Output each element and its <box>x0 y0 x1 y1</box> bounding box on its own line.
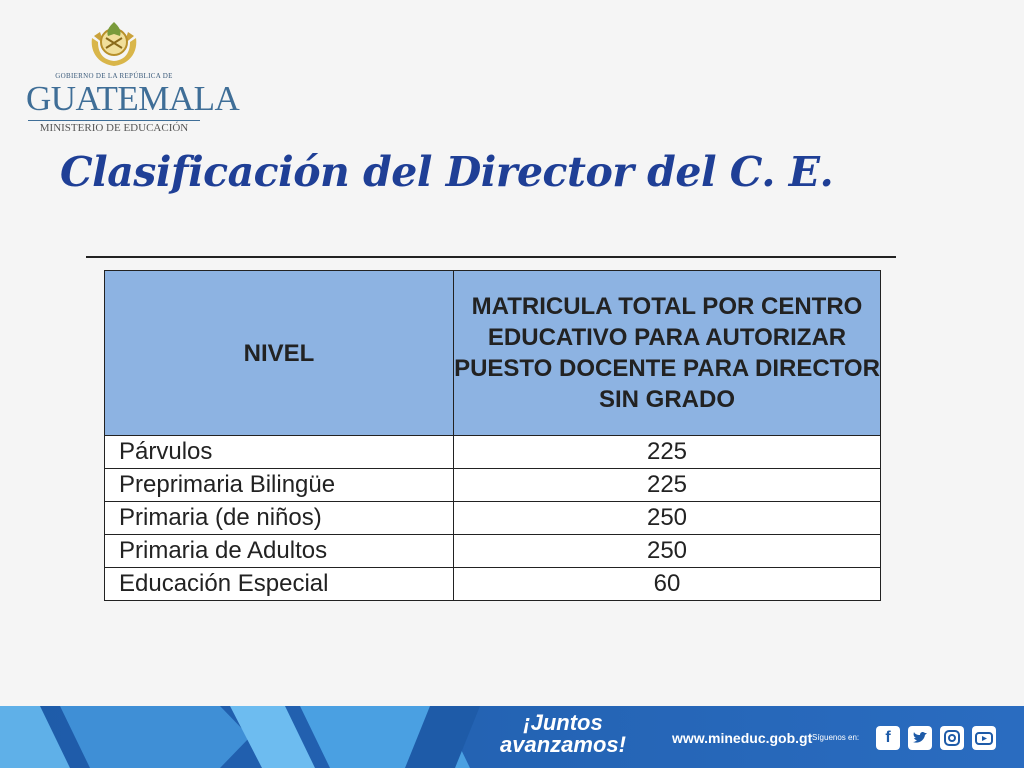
website-link[interactable]: www.mineduc.gob.gt <box>672 730 813 746</box>
facebook-icon[interactable]: f <box>876 726 900 750</box>
nivel-cell: Preprimaria Bilingüe <box>105 469 454 502</box>
instagram-icon[interactable] <box>940 726 964 750</box>
matricula-cell: 225 <box>454 436 881 469</box>
slogan-line2: avanzamos! <box>500 732 626 757</box>
logo-main-text: GUATEMALA <box>26 79 240 118</box>
footer-banner <box>0 706 1024 768</box>
table-row <box>105 502 881 535</box>
logo-divider <box>28 120 200 121</box>
matricula-cell: 225 <box>454 469 881 502</box>
logo-sub-text: MINISTERIO DE EDUCACIÓN <box>39 122 189 134</box>
table-row <box>105 535 881 568</box>
logo-top-text: GOBIERNO DE LA REPÚBLICA DE <box>55 72 173 80</box>
nivel-cell: Primaria (de niños) <box>105 502 454 535</box>
title-underline <box>86 256 896 258</box>
slogan <box>488 712 638 756</box>
ministry-logo <box>24 14 240 134</box>
matricula-cell: 60 <box>454 568 881 601</box>
table-row <box>105 469 881 502</box>
column-header-matricula: MATRICULA TOTAL POR CENTRO EDUCATIVO PARA AUTORIZAR PUESTO DOCENTE PARA DIRECTOR SIN GRADO <box>454 271 881 436</box>
follow-label: Síguenos en: <box>812 733 860 742</box>
coat-of-arms-icon <box>84 14 144 70</box>
slide-title: Clasificación del Director del C. E. <box>60 148 834 196</box>
youtube-icon[interactable] <box>972 726 996 750</box>
slogan-line1: ¡Juntos <box>523 710 603 735</box>
matricula-cell: 250 <box>454 535 881 568</box>
table-row <box>105 436 881 469</box>
column-header-nivel: NIVEL <box>105 271 454 436</box>
classification-table <box>104 270 881 601</box>
nivel-cell: Párvulos <box>105 436 454 469</box>
nivel-cell: Educación Especial <box>105 568 454 601</box>
nivel-cell: Primaria de Adultos <box>105 535 454 568</box>
table-row <box>105 568 881 601</box>
table-header-row <box>105 271 881 436</box>
twitter-icon[interactable] <box>908 726 932 750</box>
matricula-cell: 250 <box>454 502 881 535</box>
